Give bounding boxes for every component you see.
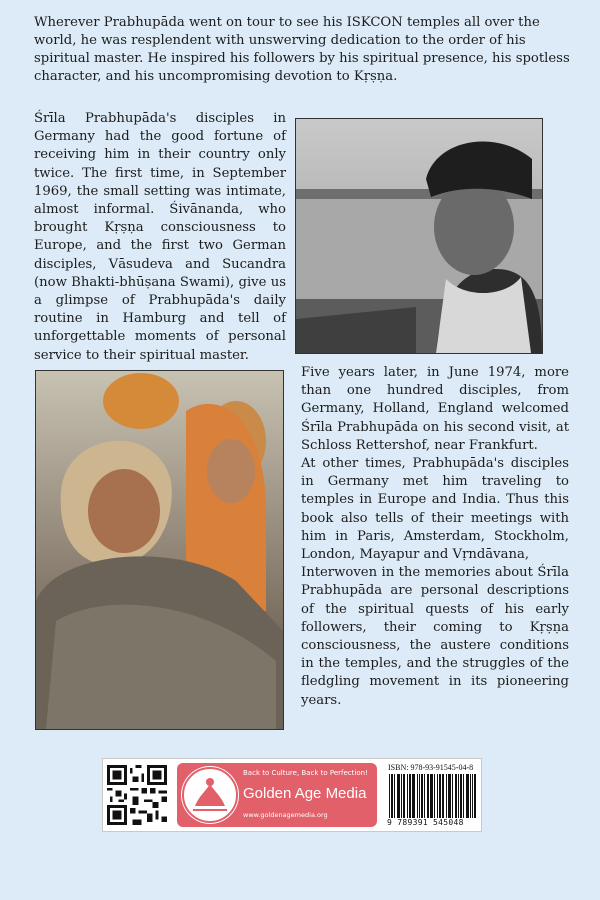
barcode-bar [413,774,414,818]
barcode-bar [421,774,422,818]
barcode-bar [403,774,404,818]
publisher-tagline: Back to Culture, Back to Perfection! [243,769,368,777]
barcode-bar [430,774,431,818]
germany-paragraph: Śrīla Prabhupāda's disciples in Germany had the good fortune of receiving him in their country only twice. The first time, in September 1969, the small setting was intimate, almost informal. Śivānanda, who brought Kṛṣṇa consciousness to Europe, and the first two German disciples, Vāsudeva and Sucandra (now Bhakti-bhūṣana Swami), give us a glimpse of Prabhupāda's daily routine in Hamburg and tell of unforgettable moments of personal service to their spiritual master. [34,111,286,363]
barcode-bar [428,774,429,818]
barcode-bar [467,774,468,818]
barcode-bar [404,774,405,818]
barcode-bar [407,774,408,818]
barcode-bar [439,774,440,818]
qr-code-icon [107,765,167,825]
second-visit-paragraph: Five years later, in June 1974, more than one hundred disciples, from Germany, Holland, England welcomed Śrīla Prabhupāda on his second visit, at Schloss Rettershof, near Frankfurt. [301,365,569,453]
later-visits-text [301,364,569,710]
barcode-bar [409,774,410,818]
barcode-bar [440,774,441,818]
publisher-emblem-icon [181,766,239,824]
barcode-digits: 9 789391 545048 [387,818,464,827]
barcode-bar [470,774,471,818]
barcode-bar [427,774,428,818]
barcode-bar [401,774,402,818]
barcode-bar [460,774,461,818]
barcode-bar [452,774,453,818]
barcode-bar [419,774,420,818]
barcode-bar [450,774,451,818]
publisher-name: Golden Age Media [243,785,367,802]
prabhupada-with-disciples-photo [35,370,284,730]
barcode-bar [474,774,475,818]
barcode-bar [397,774,398,818]
barcode-bar [417,774,418,818]
barcode-bar [458,774,459,818]
publisher-logo-banner [177,763,377,827]
barcode-bar [448,774,449,818]
barcode-bar [456,774,457,818]
barcode-bar [449,774,450,818]
barcode-bar [443,774,444,818]
barcode-bar [463,774,464,818]
barcode-bar [412,774,413,818]
barcode-bar [431,774,432,818]
barcode-bar [455,774,456,818]
barcode-bar [389,774,390,818]
barcode-bar [424,774,425,818]
barcode-bar [399,774,400,818]
prabhupada-portrait-photo [295,118,543,354]
barcode-icon [389,774,477,818]
barcode-bar [391,774,392,818]
barcode-bar [466,774,467,818]
intro-paragraph: Wherever Prabhupāda went on tour to see his ISKCON temples all over the world, he was resplendent with unswerving dedication to the order of his spiritual master. He inspired his followers by his spiritual presence, his spotless character, and his uncompromising devotion to Kṛṣṇa. [34,15,570,84]
isbn-label: ISBN: 978-93-91545-04-8 [388,763,474,772]
barcode-bar [472,774,473,818]
barcode-bar [394,774,395,818]
travel-meetings-paragraph: At other times, Prabhupāda's disciples in Germany met him traveling to temples in Europe and India. Thus this book also tells of their meetings with him in Paris, Amsterdam, Stockholm, London, Mayapur and Vṛndāvana, [301,456,569,563]
barcode-bar [461,774,462,818]
barcode-bar [442,774,443,818]
barcode-bar [432,774,433,818]
barcode-bar [422,774,423,818]
barcode-bar [475,774,476,818]
barcode-bar [414,774,415,818]
publisher-website: www.goldenagemedia.org [243,811,328,819]
barcode-bar [410,774,411,818]
barcode-bar [468,774,469,818]
barcode-bar [446,774,447,818]
barcode-bar [398,774,399,818]
barcode-bar [437,774,438,818]
barcode-bar [392,774,393,818]
memories-paragraph: Interwoven in the memories about Śrīla Prabhupāda are personal descriptions of the spiritual quests of his early followers, their coming to Kṛṣṇa consciousness, the austere conditions in the temples, and the struggles of the fledgling movement in its pioneering years. [301,565,569,708]
publisher-strip [102,758,482,832]
barcode-bar [434,774,435,818]
